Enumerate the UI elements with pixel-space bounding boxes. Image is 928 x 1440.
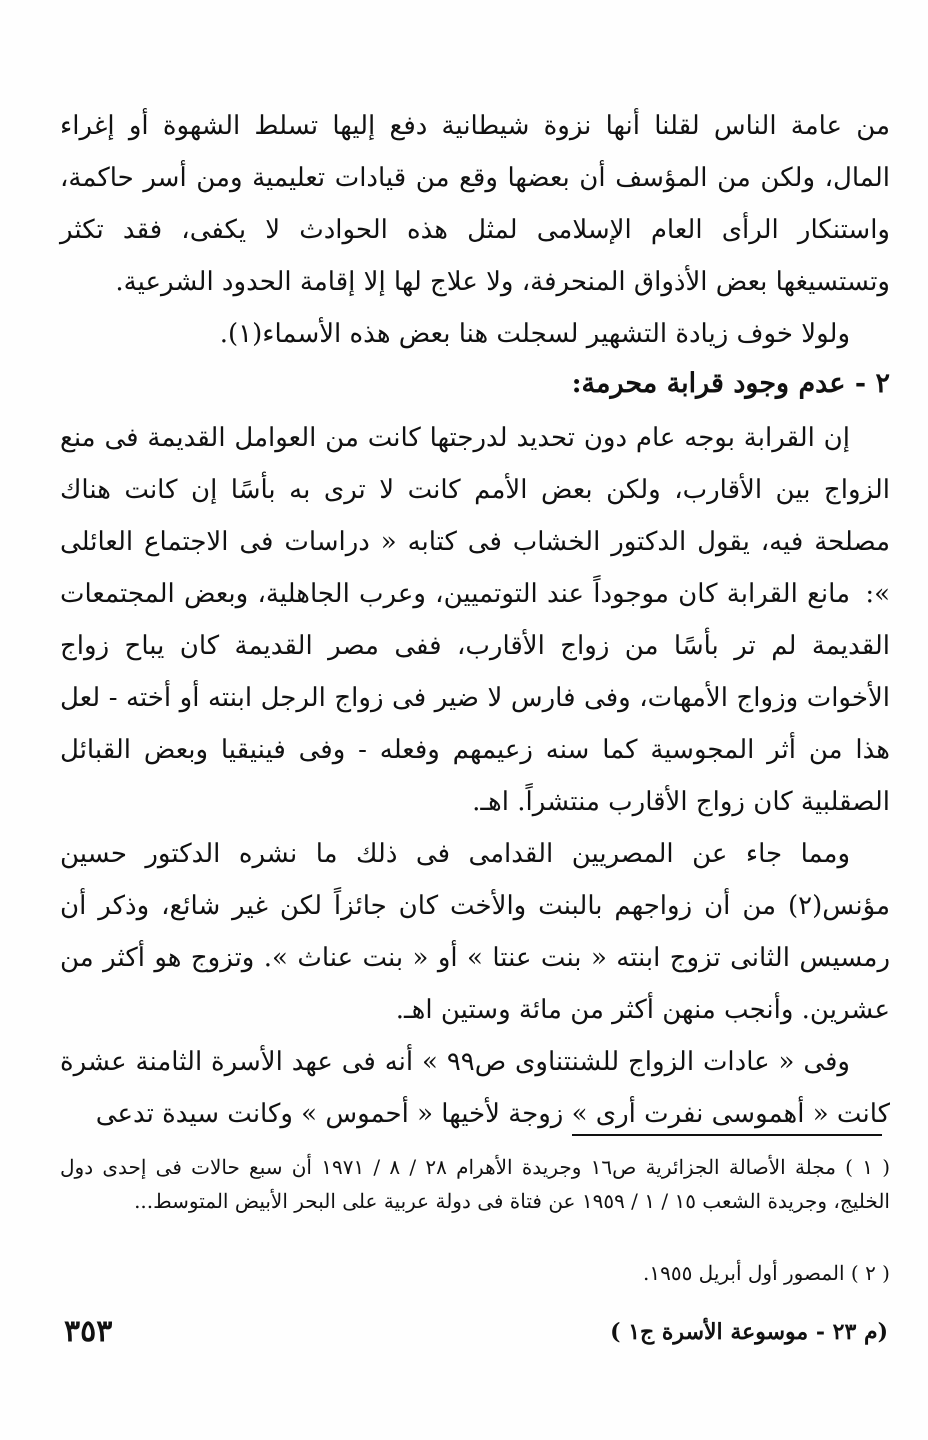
paragraph-1: من عامة الناس لقلنا أنها نزوة شيطانية دفع إليها تسلط الشهوة أو إغراء المال، ولكن من المؤسف أن بعضها وقع من قيادات تعليمية ومن أسر حاكمة، واستنكار الرأى العام الإسلامى لمثل هذه الحوادث لا يكفى، فقد تكثر وتستسيغها بعض الأذواق المنحرفة، ولا علاج لها إلا إقامة الحدود الشرعية. <box>60 111 890 297</box>
page-number: ٣٥٣ <box>64 1314 113 1349</box>
paragraph-6: وفى « عادات الزواج للشنتناوى ص٩٩ » أنه فى عهد الأسرة الثامنة عشرة كانت « أهموسى نفرت أرى » زوجة لأخيها « أحموس » وكانت سيدة تدعى <box>60 1047 890 1129</box>
paragraph-2: ولولا خوف زيادة التشهير لسجلت هنا بعض هذه الأسماء(١). <box>219 319 850 349</box>
section-heading: ٢ - عدم وجود قرابة محرمة: <box>571 368 890 399</box>
paragraph-4: مانع القرابة كان موجوداً عند التوتميين، وعرب الجاهلية، وبعض المجتمعات القديمة لم تر بأسًا من زواج الأقارب، ففى مصر القديمة كان يباح زواج الأخوات وزواج الأمهات، وفى فارس لا ضير فى زواج الرجل ابنته أو أخته - لعل هذا من أثر المجوسية كما سنه زعيمهم وفعله - وفى فينيقيا وبعض القبائل الصقلبية كان زواج الأقارب منتشراً. اهـ. <box>60 579 890 817</box>
footnote-2: ( ٢ ) المصور أول أبريل ١٩٥٥. <box>642 1261 890 1285</box>
footnote-1: ( ١ ) مجلة الأصالة الجزائرية ص١٦ وجريدة الأهرام ٢٨ / ٨ / ١٩٧١ أن سبع حالات فى إحدى دول الخليج، وجريدة الشعب ١٥ / ١ / ١٩٥٩ عن فتاة فى دولة عربية على البحر الأبيض المتوسط... <box>60 1155 890 1213</box>
running-footer: (م ٢٣ - موسوعة الأسرة ج١ ) <box>610 1319 888 1345</box>
footnote-separator <box>572 1134 882 1136</box>
paragraph-3: إن القرابة بوجه عام دون تحديد لدرجتها كانت من العوامل القديمة فى منع الزواج بين الأقارب، ولكن بعض الأمم كانت لا ترى به بأسًا إن كانت هناك مصلحة فيه، يقول الدكتور الخشاب فى كتابه « دراسات فى الاجتماع العائلى »: <box>60 423 890 609</box>
paragraph-5: ومما جاء عن المصريين القدامى فى ذلك ما نشره الدكتور حسين مؤنس(٢) من أن زواجهم بالبنت والأخت كان جائزاً لكن غير شائع، وذكر أن رمسيس الثانى تزوج ابنته « بنت عنتا » أو « بنت عناث ». وتزوج هو أكثر من عشرين. وأنجب منهن أكثر من مائة وستين اهـ. <box>60 839 890 1025</box>
